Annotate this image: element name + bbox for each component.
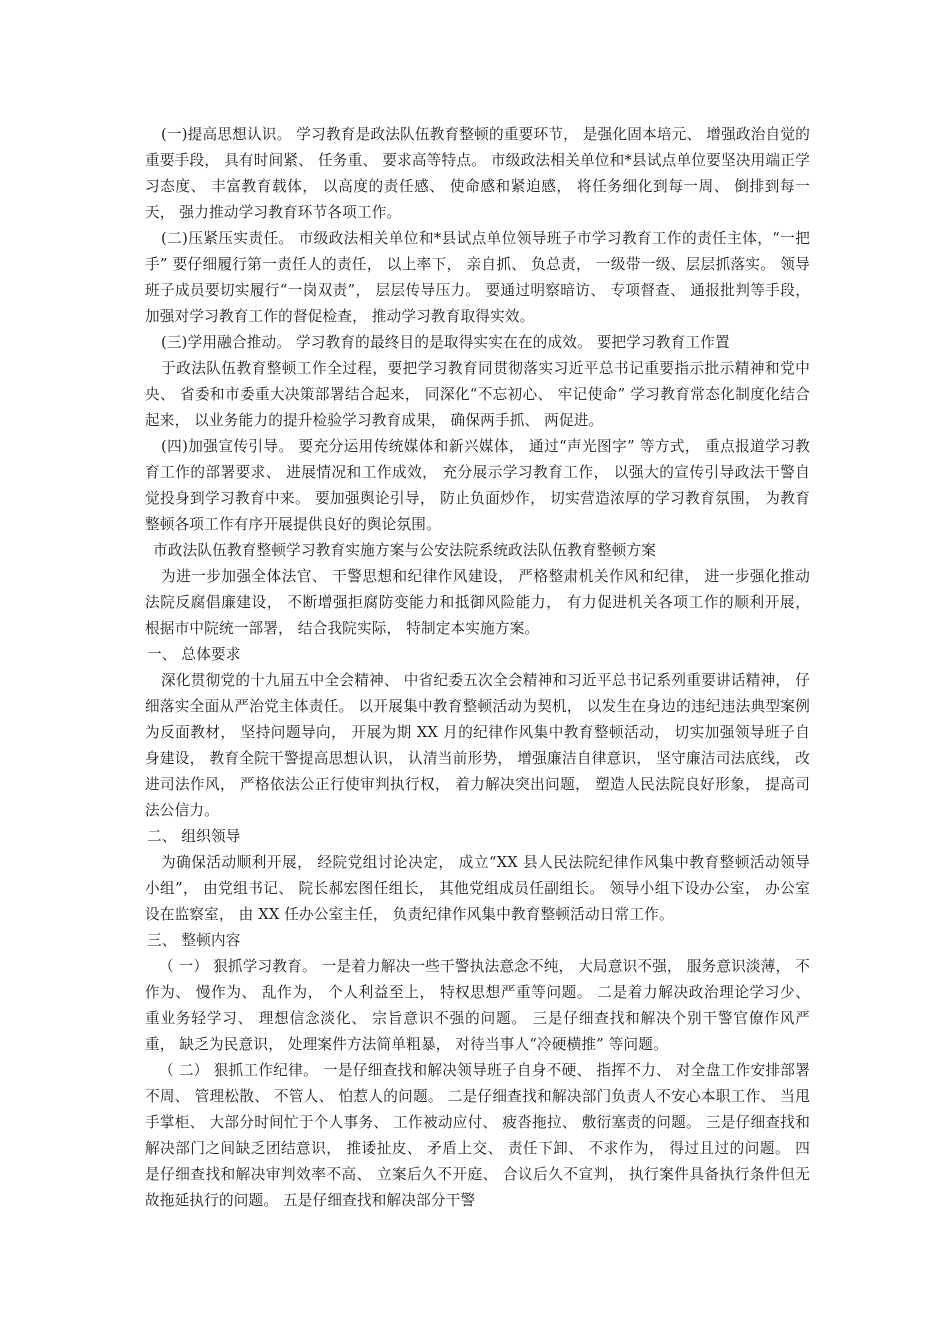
section-3-item-1: （ 一） 狠抓学习教育。 一是着力解决一些干警执法意念不纯， 大局意识不强， 服务意识淡薄， 不作为、 慢作为、 乱作为， 个人利益至上， 特权思想严重等问题。 二是着力解决政治理论学习少、 重业务轻学习、 理想信念淡化、 宗旨意识不强的问题。 三是仔细查找和解决个别干警官僚作风严重， 缺乏为民意识， 处理案件方法简单粗暴， 对待当事人“冷硬横推” 等问题。 [145,958,810,1053]
section-2-body: 为确保活动顺利开展， 经院党组讨论决定， 成立“XX 县人民法院纪律作风集中教育整顿活动领导小组”， 由党组书记、 院长郝宏图任组长， 其他党组成员任副组长。 领导小组下设办公室， 办公室设在监察室， 由 XX 任办公室主任， 负责纪律作风集中教育整顿活动日常工作。 [145,854,810,923]
paragraph-5: (四)加强宣传引导。 要充分运用传统媒体和新兴媒体， 通过“声光图字” 等方式， 重点报道学习教育工作的部署要求、 进展情况和工作成效， 充分展示学习教育工作， 以强大的宣传引导政法干警自觉投身到学习教育中来。 要加强舆论引导， 防止负面炒作， 切实营造浓厚的学习教育氛围， 为教育整顿各项工作有序开展提供良好的舆论氛围。 [145,438,810,533]
section-3-heading: 三、 整顿内容 [147,932,241,949]
paragraph-3: (三)学用融合推动。 学习教育的最终目的是取得实实在在的成效。 要把学习教育工作置 [161,334,730,351]
paragraph-4: 于政法队伍教育整顿工作全过程，要把学习教育同贯彻落实习近平总书记重要指示批示精神和党中央、 省委和市委重大决策部署结合起来， 同深化“不忘初心、 牢记使命” 学习教育常态化制度化结合起来， 以业务能力的提升检验学习教育成果， 确保两手抓、 两促进。 [145,360,810,429]
section-2-heading: 二、 组织领导 [147,828,241,845]
paragraph-1: (一)提高思想认识。 学习教育是政法队伍教育整顿的重要环节， 是强化固本培元、 增强政治自觉的重要手段， 具有时间紧、 任务重、 要求高等特点。 市级政法相关单位和*县试点单位要坚决用端正学习态度、 丰富教育载体， 以高度的责任感、 使命感和紧迫感， 将任务细化到每一周、 倒排到每一天， 强力推动学习教育环节各项工作。 [145,126,810,221]
intro-paragraph: 为进一步加强全体法官、 干警思想和纪律作风建设， 严格整肃机关作风和纪律， 进一步强化推动法院反腐倡廉建设， 不断增强拒腐防变能力和抵御风险能力， 有力促进机关各项工作的顺利开展， 根据市中院统一部署， 结合我院实际， 特制定本实施方案。 [145,568,810,637]
document-title: 市政法队伍教育整顿学习教育实施方案与公安法院系统政法队伍教育整顿方案 [153,542,656,559]
section-1-heading: 一、 总体要求 [147,646,241,663]
paragraph-2: (二)压紧压实责任。 市级政法相关单位和*县试点单位领导班子市学习教育工作的责任主体，“一把手” 要仔细履行第一责任人的责任， 以上率下， 亲自抓、 负总责， 一级带一级、层层抓落实。 领导班子成员要切实履行“一岗双责”， 层层传导压力。 要通过明察暗访、 专项督查、 通报批判等手段， 加强对学习教育工作的督促检查， 推动学习教育取得实效。 [145,230,810,325]
section-3-item-2: （ 二） 狠抓工作纪律。 一是仔细查找和解决领导班子自身不硬、 指挥不力、 对全盘工作安排部署不周、 管理松散、 不管人、 怕惹人的问题。 二是仔细查找和解决部门负责人不安心本职工作、 当甩手掌柜、 大部分时间忙于个人事务、 工作被动应付、 疲沓拖拉、 敷衍塞责的问题。 三是仔细查找和解决部门之间缺乏团结意识， 推诿扯皮、 矛盾上交、 责任下卸、 不求作为， 得过且过的问题。 四是仔细查找和解决审判效率不高、 立案后久不开庭、 合议后久不宣判， 执行案件具备执行条件但无故拖延执行的问题。 五是仔细查找和解决部分干警 [145,1062,810,1209]
section-1-body: 深化贯彻党的十九届五中全会精神、 中省纪委五次全会精神和习近平总书记系列重要讲话精神， 仔细落实全面从严治党主体责任。 以开展集中教育整顿活动为契机， 以发生在身边的违纪违法典型案例为反面教材， 坚持问题导向， 开展为期 XX 月的纪律作风集中教育整顿活动， 切实加强领导班子自身建设， 教育全院干警提高思想认识， 认清当前形势， 增强廉洁自律意识， 坚守廉洁司法底线， 改进司法作风， 严格依法公正行使审判执行权， 着力解决突出问题， 塑造人民法院良好形象， 提高司法公信力。 [145,672,810,819]
document-page [145,122,810,1214]
